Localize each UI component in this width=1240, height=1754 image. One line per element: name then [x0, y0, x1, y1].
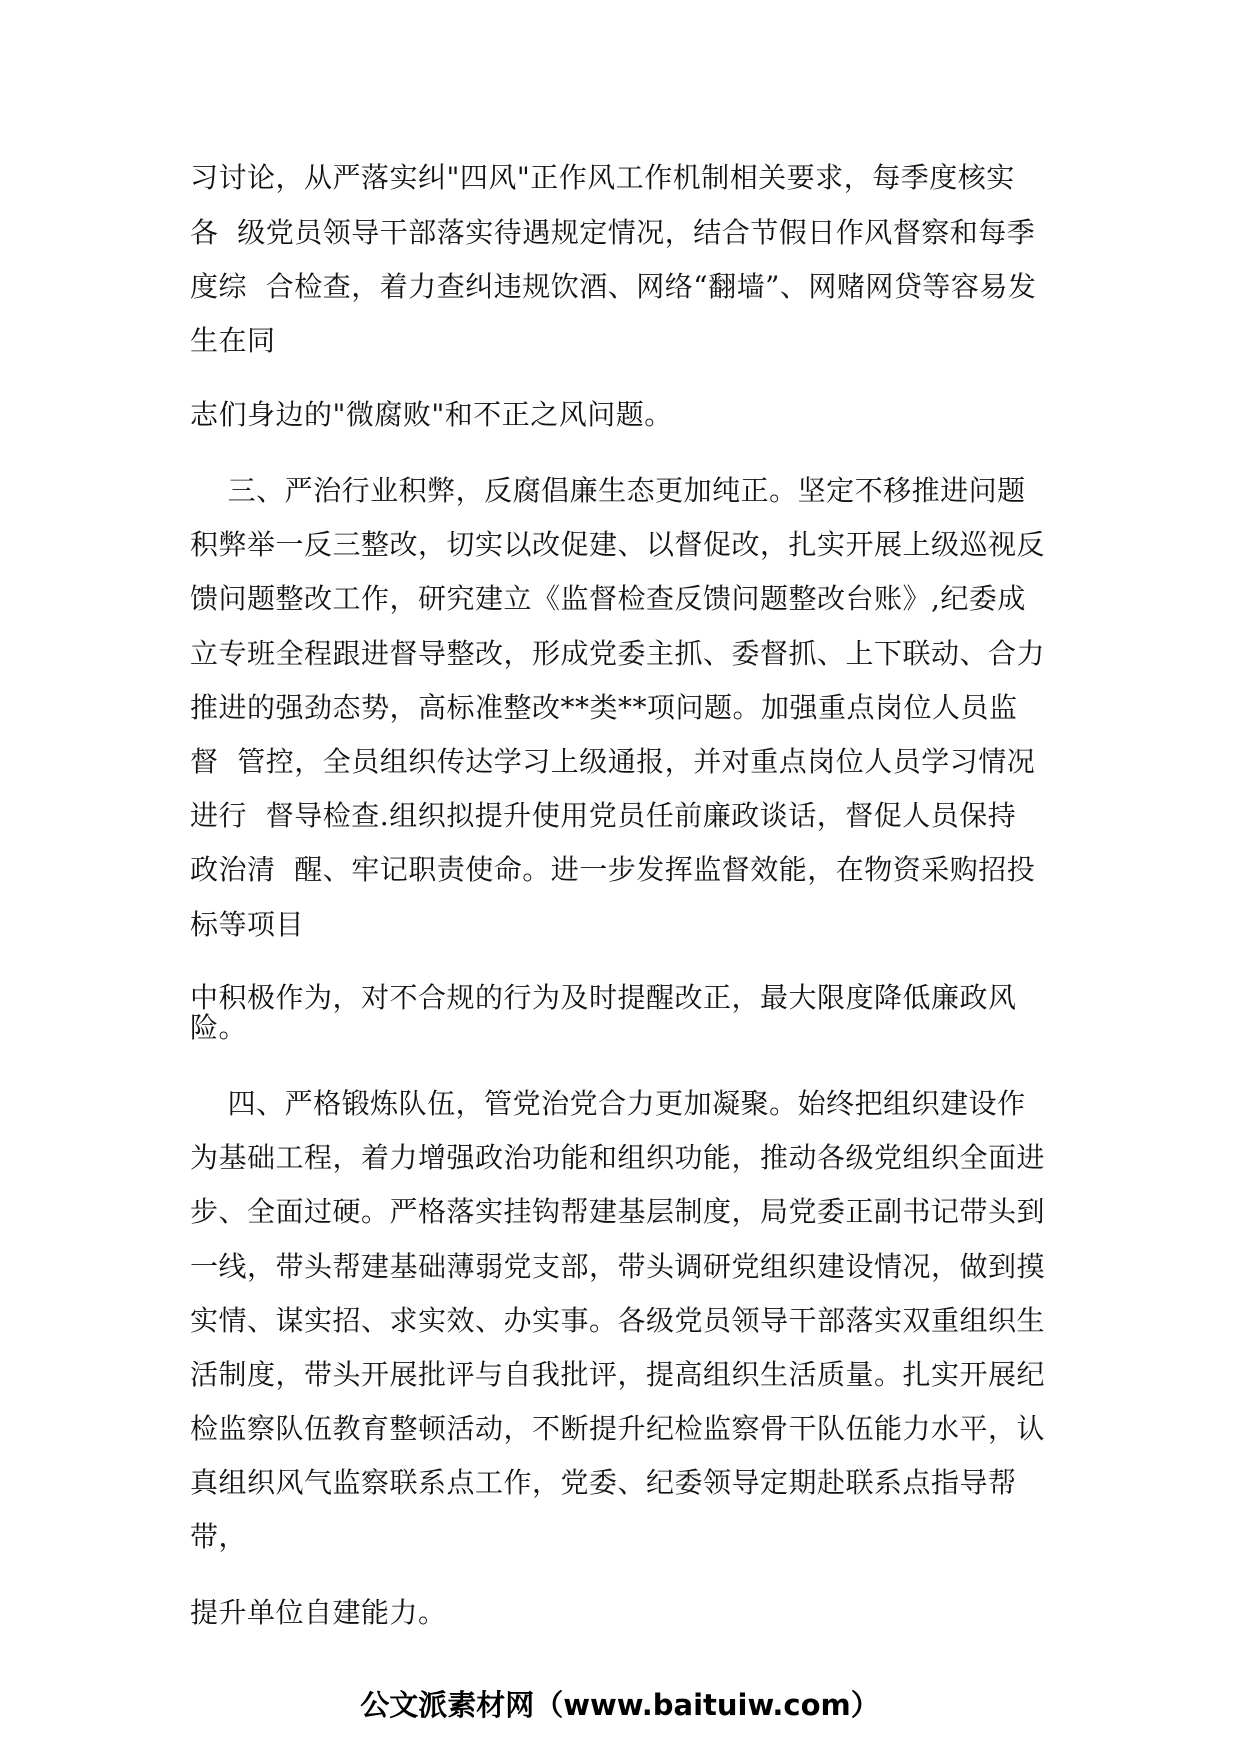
paragraph-line: 真组织风气监察联系点工作，党委、纪委领导定期赴联系点指导帮 [190, 1466, 1017, 1499]
paragraph-line: 立专班全程跟进督导整改，形成党委主抓、委督抓、上下联动、合力 [190, 637, 1046, 670]
paragraph-line: 一线，带头帮建基础薄弱党支部，带头调研党组织建设情况，做到摸 [190, 1250, 1046, 1283]
paragraph-line: 险。 [190, 1011, 248, 1044]
paragraph-line: 习讨论，从严落实纠"四风"正作风工作机制相关要求，每季度核实 [190, 161, 1015, 194]
paragraph-line: 政治清 醒、牢记职责使命。进一步发挥监督效能，在物资采购招投 [190, 853, 1036, 886]
paragraph-line: 推进的强劲态势，高标准整改**类**项问题。加强重点岗位人员监 [190, 691, 1018, 724]
paragraph-line: 进行 督导检查.组织拟提升使用党员任前廉政谈话，督促人员保持 [190, 799, 1017, 832]
paragraph-line: 积弊举一反三整改，切实以改促建、以督促改，扎实开展上级巡视反 [190, 528, 1046, 561]
paragraph-line: 各 级党员领导干部落实待遇规定情况，结合节假日作风督察和每季 [190, 216, 1036, 249]
paragraph-line: 中积极作为，对不合规的行为及时提醒改正，最大限度降低廉政风 [190, 981, 1017, 1014]
paragraph-line: 为基础工程，着力增强政治功能和组织功能，推动各级党组织全面进 [190, 1141, 1046, 1174]
paragraph-line: 步、全面过硬。严格落实挂钩帮建基层制度，局党委正副书记带头到 [190, 1195, 1046, 1228]
footer-watermark: 公文派素材网（www.baituiw.com） [360, 1688, 880, 1722]
paragraph-line: 督 管控，全员组织传达学习上级通报，并对重点岗位人员学习情况 [190, 745, 1036, 778]
paragraph-line: 带， [190, 1520, 248, 1553]
paragraph-line: 实情、谋实招、求实效、办实事。各级党员领导干部落实双重组织生 [190, 1304, 1046, 1337]
paragraph-line: 生在同 [190, 324, 276, 357]
paragraph-line: 标等项目 [190, 908, 305, 941]
paragraph-line: 度综 合检查，着力查纠违规饮酒、网络“翻墙”、网赌网贷等容易发 [190, 270, 1037, 303]
paragraph-line: 馈问题整改工作，研究建立《监督检查反馈问题整改台账》,纪委成 [190, 582, 1026, 615]
paragraph-line: 提升单位自建能力。 [190, 1596, 447, 1629]
paragraph-line: 三、严治行业积弊，反腐倡廉生态更加纯正。坚定不移推进问题 [190, 474, 1026, 507]
paragraph-line: 四、严格锻炼队伍，管党治党合力更加凝聚。始终把组织建设作 [190, 1087, 1026, 1120]
paragraph-line: 活制度，带头开展批评与自我批评，提高组织生活质量。扎实开展纪 [190, 1358, 1046, 1391]
paragraph-line: 检监察队伍教育整顿活动，不断提升纪检监察骨干队伍能力水平，认 [190, 1412, 1046, 1445]
paragraph-line: 志们身边的"微腐败"和不正之风问题。 [190, 398, 673, 431]
